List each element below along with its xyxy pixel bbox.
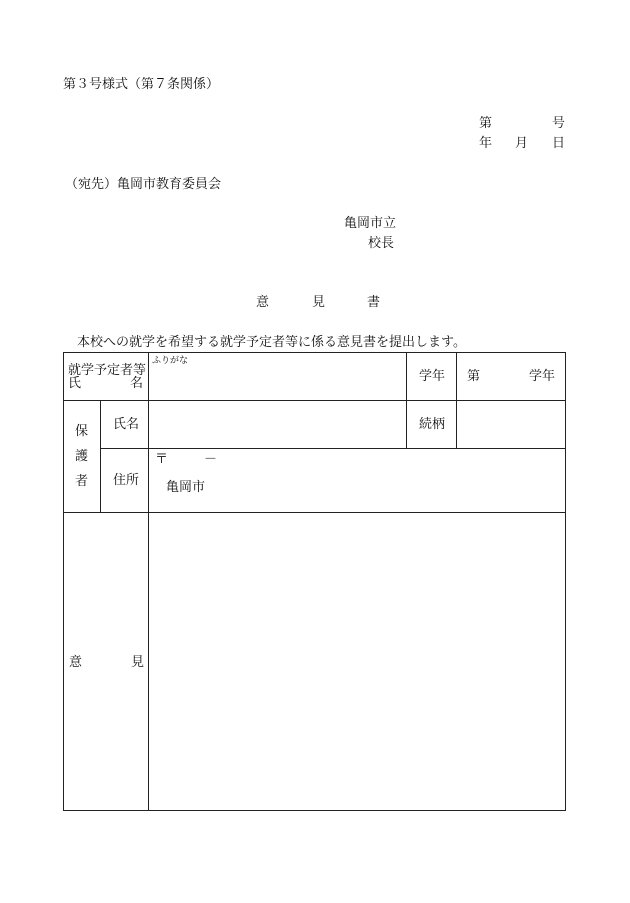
relation-label: 続柄 xyxy=(419,417,446,432)
grade-label: 学年 xyxy=(419,369,446,384)
title-char-1: 意 xyxy=(256,295,270,310)
address-city: 亀岡市 xyxy=(166,480,206,495)
school-prefix: 亀岡市立 xyxy=(344,216,397,231)
date-day: 日 xyxy=(552,136,566,151)
guardian-char-3: 者 xyxy=(75,474,89,489)
postal-dash: － xyxy=(204,452,218,467)
guardian-name-input-cell[interactable] xyxy=(149,401,407,449)
guardian-char-2: 護 xyxy=(75,449,89,464)
doc-number-suffix: 号 xyxy=(552,116,566,131)
opinion-row xyxy=(64,513,566,811)
student-label-mei: 名 xyxy=(130,376,144,391)
student-label-shi: 氏 xyxy=(68,376,82,391)
guardian-name-label: 氏名 xyxy=(113,417,140,432)
form-number: 第３号様式（第７条関係） xyxy=(63,77,220,92)
opinion-input-cell[interactable] xyxy=(149,513,566,811)
grade-prefix: 第 xyxy=(467,369,481,384)
furigana-label: ふりがな xyxy=(152,356,189,366)
student-label-cell xyxy=(64,353,149,401)
relation-input-cell[interactable] xyxy=(457,401,566,449)
doc-number-prefix: 第 xyxy=(479,116,493,131)
date-year: 年 xyxy=(479,136,493,151)
date-month: 月 xyxy=(515,136,529,151)
intro-text: 本校への就学を希望する就学予定者等に係る意見書を提出します。 xyxy=(77,335,466,350)
title-char-2: 見 xyxy=(312,295,326,310)
addressee: （宛先）亀岡市教育委員会 xyxy=(65,177,222,192)
student-row xyxy=(64,353,566,401)
grade-label-cell xyxy=(407,353,457,401)
opinion-char-2: 見 xyxy=(131,655,145,670)
opinion-char-1: 意 xyxy=(69,655,83,670)
guardian-char-1: 保 xyxy=(75,424,89,439)
principal-title: 校長 xyxy=(368,236,395,251)
student-label-line1: 就学予定者等 xyxy=(68,363,147,378)
opinion-label-cell xyxy=(64,513,149,811)
grade-suffix: 学年 xyxy=(529,369,556,384)
opinion-form-table xyxy=(63,352,566,811)
postal-mark: 〒 xyxy=(155,452,169,467)
guardian-name-row xyxy=(64,401,566,449)
grade-input-cell[interactable] xyxy=(457,353,566,401)
address-label: 住所 xyxy=(113,473,140,488)
relation-label-cell xyxy=(407,401,457,449)
title-char-3: 書 xyxy=(367,295,381,310)
guardian-address-row xyxy=(64,449,566,513)
guardian-name-label-cell xyxy=(101,401,149,449)
student-name-input-cell[interactable] xyxy=(149,353,407,401)
address-label-cell xyxy=(101,449,149,513)
guardian-label-cell xyxy=(64,401,101,513)
address-input-cell[interactable] xyxy=(149,449,566,513)
